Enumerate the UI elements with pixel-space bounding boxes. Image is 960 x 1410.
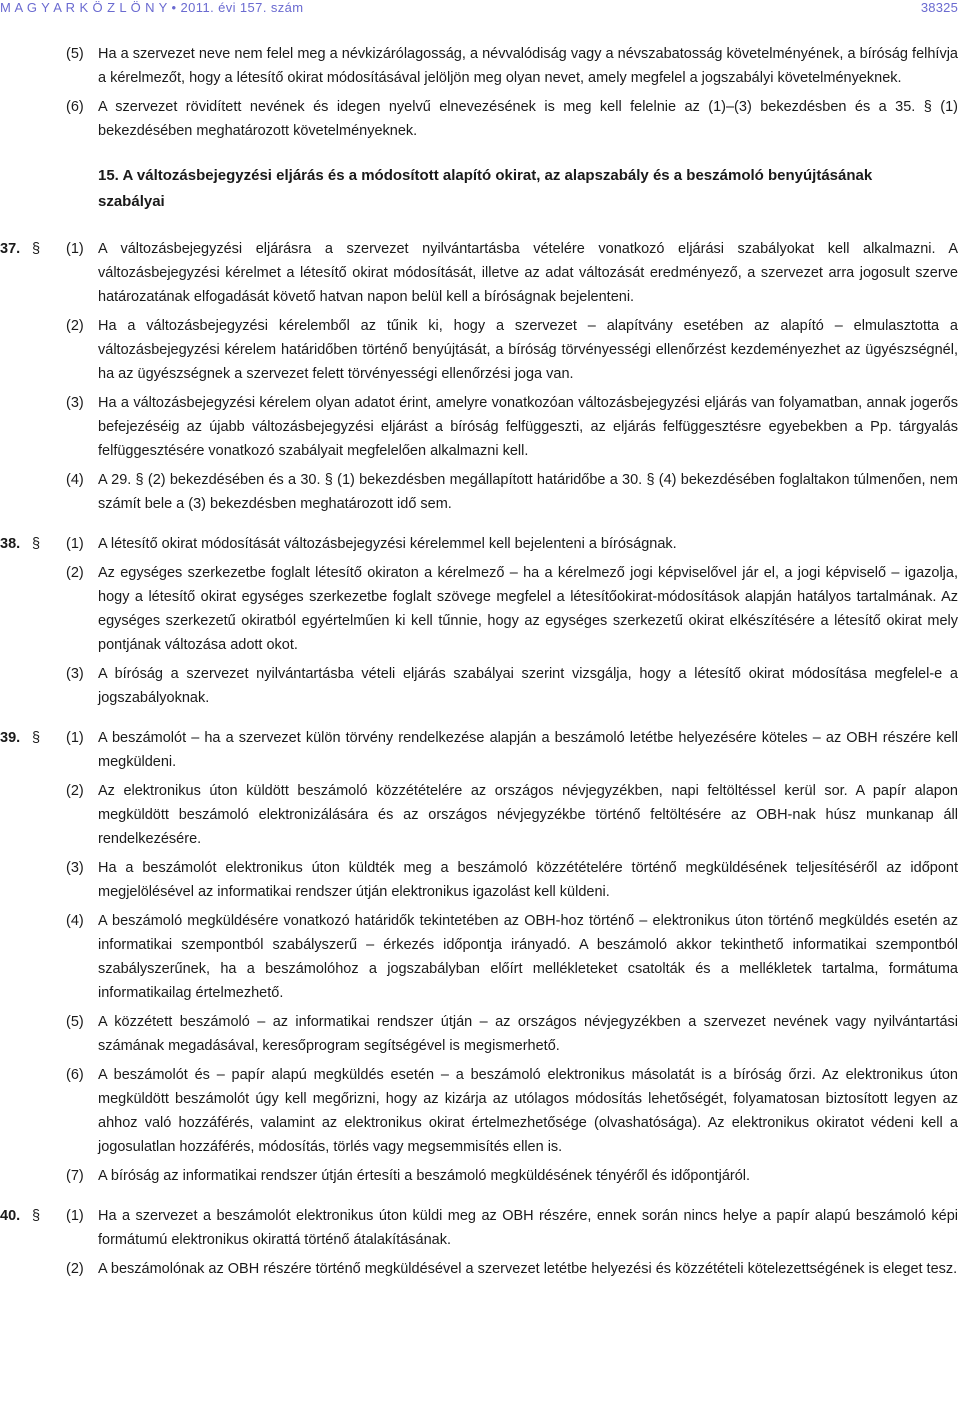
section-sign: § — [32, 1208, 41, 1224]
section-sign: § — [32, 730, 41, 746]
paragraph — [0, 856, 960, 904]
section-number: 40. — [0, 1208, 21, 1224]
header-bullet: • — [171, 0, 177, 15]
paragraph-text: A beszámoló megküldésére vonatkozó határidők tekintetében az OBH-hoz történő – elektronikus úton történő megküldés esetén az informatikai szempontból szabályszerű – érkezés időpontja irányadó. A beszámoló akkor tekinthető informatikai szempontból szabályszerűnek, ha a beszámolóhoz a jogszabályban előírt mellékleteket csatolták és a mellékletek tartalma, formátuma informatikailag értelmezhető. — [98, 913, 958, 1001]
paragraph-text: A szervezet rövidített nevének és idegen nyelvű elnevezésének is meg kell felelnie az (1)–(3) bekezdésben és a 35. § (1) bekezdésében meghatározott követelményeknek. — [98, 99, 958, 139]
paragraph-number: (1) — [66, 1208, 84, 1224]
paragraph-text: A változásbejegyzési eljárásra a szervezet nyilvántartásba vételére vonatkozó eljárási szabályokat kell alkalmazni. A változásbejegyzési kérelmet a létesítő okirat módosítását, illetve az adat változását eredményező, a szervezet arra jogosult szerve határozatának elfogadását követő hatvan napon belül kell a bíróságnak bejelenteni. — [98, 241, 958, 305]
paragraph-number: (2) — [66, 565, 84, 581]
journal-title: M A G Y A R K Ö Z L Ö N Y — [0, 0, 168, 15]
paragraph-number: (3) — [66, 395, 84, 411]
paragraph-number: (6) — [66, 99, 84, 115]
paragraph-number: (3) — [66, 666, 84, 682]
paragraph-text: A létesítő okirat módosítását változásbejegyzési kérelemmel kell bejelenteni a bíróságnak. — [98, 536, 677, 552]
section-40 — [0, 1204, 960, 1281]
paragraph-text: Ha a változásbejegyzési kérelem olyan adatot érint, amelyre vonatkozóan változásbejegyzési eljárás van folyamatban, annak jogerős befejezéséig az újabb változásbejegyzési eljárást a bíróság felfüggeszti, az eljárás felfüggesztésre egyebekben a Pp. tárgyalás felfüggesztésére vonatkozó szabályait megfelelően alkalmazni kell. — [98, 395, 958, 459]
section-sign: § — [32, 536, 41, 552]
running-head — [0, 0, 304, 15]
paragraph — [0, 42, 960, 90]
page-number: 38325 — [920, 0, 958, 15]
paragraph-number: (6) — [66, 1067, 84, 1083]
paragraph — [0, 391, 960, 463]
paragraph-text: Ha a változásbejegyzési kérelemből az tűnik ki, hogy a szervezet – alapítvány esetében az alapító – elmulasztotta a változásbejegyzési kérelem határidőben történő benyújtását, a bíróság törvényességi ellenőrzést kezdeményezhet az ügyészségnél, ha az ügyészségnek a szervezet felett törvényességi ellenőrzési joga van. — [98, 318, 958, 382]
paragraph — [0, 662, 960, 710]
paragraph — [0, 561, 960, 657]
section-number: 39. — [0, 730, 21, 746]
paragraph-number: (4) — [66, 472, 84, 488]
paragraph-text: A beszámolót – ha a szervezet külön törvény rendelkezése alapján a beszámoló letétbe helyezésére köteles – az OBH részére kell megküldeni. — [98, 730, 958, 770]
paragraph-number: (7) — [66, 1168, 84, 1184]
paragraph-text: A bíróság az informatikai rendszer útján értesíti a beszámoló megküldésének tényéről és időpontjáról. — [98, 1168, 751, 1184]
paragraph — [0, 95, 960, 143]
paragraph-number: (1) — [66, 241, 84, 257]
paragraph — [0, 314, 960, 386]
issue-label: 2011. évi 157. szám — [180, 0, 304, 15]
paragraph-text: Az egységes szerkezetbe foglalt létesítő okiraton a kérelmező – ha a kérelmező jogi képviselővel jár el, a jogi képviselő – igazolja, hogy a létesítő okirat egységes szerkezetbe foglalt szövege megfelel a létesítőokirat-módosítások alapján hatályos tartalmának. Az egységes szerkezetű okiratból egyértelműen ki kell tűnnie, hogy az egységes szerkezetű okirat elkészítésére a létesítő okirat mely pontjának változása adott okot. — [98, 565, 958, 653]
paragraph — [0, 909, 960, 1005]
section-sign: § — [32, 241, 41, 257]
section-38 — [0, 532, 960, 710]
section-37 — [0, 237, 960, 516]
paragraph — [0, 1164, 960, 1188]
paragraph-number: (3) — [66, 860, 84, 876]
paragraph — [0, 779, 960, 851]
paragraph — [0, 237, 960, 309]
paragraph-number: (2) — [66, 1261, 84, 1277]
paragraph-number: (1) — [66, 536, 84, 552]
paragraph-text: Az elektronikus úton küldött beszámoló közzétételére az országos névjegyzékben, napi feltöltéssel kerül sor. A papír alapon megküldött beszámoló elektronizálására és az országos névjegyzékbe történő feltöltésére az OBH-nak húsz munkanap áll rendelkezésére. — [98, 783, 958, 847]
section-number: 38. — [0, 536, 21, 552]
paragraph — [0, 1063, 960, 1159]
page-header — [0, 0, 960, 18]
paragraph-number: (5) — [66, 46, 84, 62]
section-heading: 15. A változásbejegyzési eljárás és a módosított alapító okirat, az alapszabály és a beszámoló benyújtásának szabályai — [98, 167, 873, 210]
paragraph — [0, 1010, 960, 1058]
paragraph — [0, 726, 960, 774]
paragraph-number: (4) — [66, 913, 84, 929]
paragraph-number: (1) — [66, 730, 84, 746]
paragraph-text: Ha a beszámolót elektronikus úton küldték meg a beszámoló közzétételére történő megküldésének teljesítéséről az időpont megjelölésével az informatikai rendszer útján elektronikus igazolást kell küldeni. — [98, 860, 958, 900]
paragraph-text: A bíróság a szervezet nyilvántartásba vételi eljárás szabályai szerint vizsgálja, hogy a létesítő okirat módosítása megfelel-e a jogszabályoknak. — [98, 666, 958, 706]
document-body — [0, 42, 960, 1281]
paragraph-text: A 29. § (2) bekezdésében és a 30. § (1) bekezdésben megállapított határidőbe a 30. § (4) bekezdésében foglaltakon túlmenően, nem számít bele a (3) bekezdésben meghatározott idő sem. — [98, 472, 958, 512]
paragraph-text: A beszámolónak az OBH részére történő megküldésével a szervezet letétbe helyezési és közzétételi kötelezettségének is eleget tesz. — [98, 1261, 958, 1277]
paragraph-text: A közzétett beszámoló – az informatikai rendszer útján – az országos névjegyzékben a szervezet nevének vagy nyilvántartási számának megadásával, keresőprogram segítségével is megismerhető. — [98, 1014, 958, 1054]
paragraph-number: (5) — [66, 1014, 84, 1030]
paragraph-text: Ha a szervezet neve nem felel meg a névkizárólagosság, a névvalódiság vagy a névszabatosság követelményének, a bíróság felhívja a kérelmezőt, hogy a létesítő okirat módosításával jelöljön meg olyan nevet, amely megfelel a jogszabályi követelményeknek. — [98, 46, 958, 86]
paragraph — [0, 1204, 960, 1252]
paragraph — [0, 468, 960, 516]
section-number: 37. — [0, 241, 21, 257]
paragraph — [0, 1257, 960, 1281]
section-39 — [0, 726, 960, 1188]
paragraph-text: A beszámolót és – papír alapú megküldés esetén – a beszámoló elektronikus másolatát is a bíróság őrzi. Az elektronikus úton megküldött beszámolót úgy kell megőrizni, hogy az kizárja az utólagos módosítás lehetőségét, folyamatosan biztosított legyen az ahhoz való hozzáférés, valamint az elektronikus okirat értelmezhetősége (olvashatósága). Az elektronikus okiratot védeni kell a jogosulatlan hozzáférés, módosítás, törlés vagy megsemmisítés ellen is. — [98, 1067, 958, 1155]
paragraph-text: Ha a szervezet a beszámolót elektronikus úton küldi meg az OBH részére, ennek során nincs helye a papír alapú beszámoló képi formátumú elektronikus okirattá történő átalakításának. — [98, 1208, 958, 1248]
paragraph-number: (2) — [66, 783, 84, 799]
paragraph-number: (2) — [66, 318, 84, 334]
paragraph — [0, 532, 960, 556]
